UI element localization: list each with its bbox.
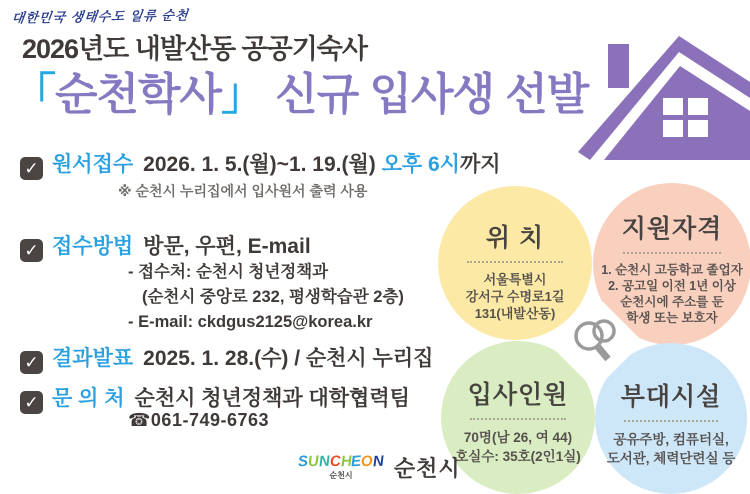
info-row-method (20, 230, 311, 262)
row-label: 접수방법 (52, 235, 134, 258)
dotted-divider (467, 261, 562, 263)
method-email: - E-mail: ckdgus2125@korea.kr (128, 313, 373, 331)
circle-title: 부대시설 (620, 383, 722, 411)
dotted-divider (470, 418, 565, 420)
application-deadline-time: 오후 6시 (381, 153, 460, 176)
suncheon-logo-letters: SUNCHEON (297, 452, 385, 470)
results-value: 2025. 1. 28.(수) / 순천시 누리집 (143, 347, 434, 370)
info-row-results (20, 342, 433, 374)
method-address-line1: - 접수처: 순천시 청년정책과 (128, 263, 329, 281)
dotted-divider (623, 252, 721, 254)
city-name: 순천시 (393, 456, 461, 481)
application-period: 2026. 1. 5.(월)~1. 19.(월) (143, 153, 382, 176)
checkbox-icon: ✓ (20, 391, 43, 414)
poster-subtitle: 2026년도 내발산동 공공기숙사 (22, 34, 367, 64)
title-rest: 신규 입사생 선발 (264, 70, 589, 119)
method-address-line2: (순천시 중앙로 232, 평생학습관 2층) (142, 288, 404, 306)
dotted-divider (624, 420, 718, 422)
contact-value: 순천시 청년정책과 대학협력팀 (134, 387, 410, 410)
method-details (128, 260, 404, 335)
contact-phone: ☎061-749-6763 (128, 410, 270, 430)
circle-title: 위 치 (485, 224, 545, 252)
circle-lines: 공유주방, 컴퓨터실, 도서관, 체력단련실 등 (606, 432, 736, 466)
checkbox-icon: ✓ (20, 351, 43, 374)
footer (298, 452, 461, 483)
circle-title: 지원자격 (621, 215, 723, 243)
magnifier-icon (567, 314, 623, 370)
city-slogan: 대한민국 생태수도 일류 순천 (10, 7, 190, 26)
row-label: 원서접수 (52, 153, 134, 176)
checkbox-icon: ✓ (20, 157, 43, 180)
row-label: 결과발표 (52, 347, 134, 370)
title-main: 순천학사 (55, 70, 222, 119)
method-value: 방문, 우편, E-mail (143, 235, 311, 258)
circle-lines: 70명(남 26, 여 44) 호실수: 35호(2인1실) (455, 430, 581, 464)
row-label: 문 의 처 (52, 387, 125, 410)
house-icon (578, 26, 750, 160)
circle-lines: 서울특별시 강서구 수명로1길 131(내발산동) (465, 272, 565, 321)
open-bracket-icon: 「 (12, 70, 55, 119)
circle-title: 입사인원 (467, 381, 569, 409)
application-deadline-suffix: 까지 (459, 153, 501, 176)
circle-lines: 1. 순천시 고등학교 졸업자 2. 공고일 이전 1년 이상 순천시에 주소를 둔 학생 또는 보호자 (601, 263, 743, 325)
application-note: ※ 순천시 누리집에서 입사원서 출력 사용 (118, 183, 368, 199)
suncheon-logo-subtext: 순천시 (329, 470, 353, 480)
checkbox-icon: ✓ (20, 239, 43, 262)
info-row-application (20, 148, 501, 180)
poster-title (12, 58, 588, 122)
suncheon-logo (297, 452, 385, 481)
close-bracket-icon: 」 (221, 70, 265, 119)
